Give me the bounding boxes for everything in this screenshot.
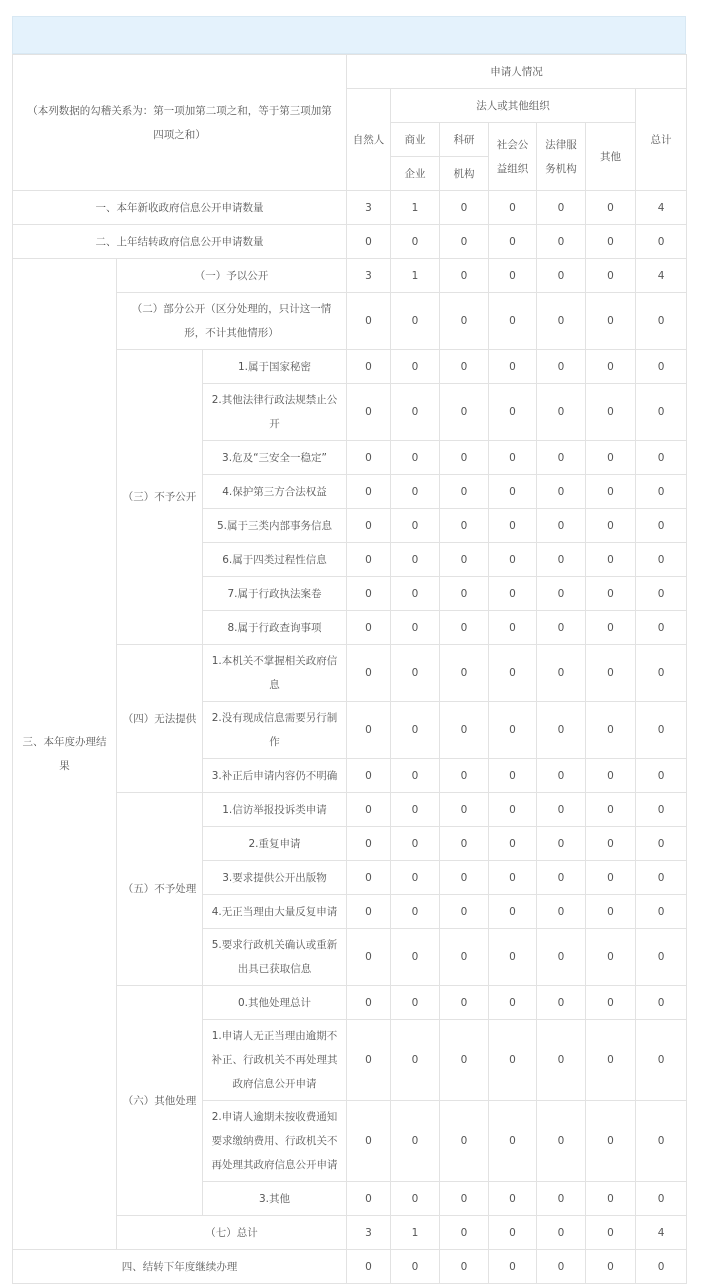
value-cell: 0 xyxy=(489,645,537,702)
value-cell: 0 xyxy=(537,1216,586,1250)
value-cell: 0 xyxy=(489,1101,537,1182)
value-cell: 0 xyxy=(537,861,586,895)
item-label: 1.申请人无正当理由逾期不补正、行政机关不再处理其政府信息公开申请 xyxy=(203,1020,347,1101)
value-cell: 0 xyxy=(636,293,687,350)
value-cell: 0 xyxy=(489,475,537,509)
value-cell: 0 xyxy=(440,702,489,759)
value-cell: 0 xyxy=(347,929,391,986)
item-label: 7.属于行政执法案卷 xyxy=(203,577,347,611)
value-cell: 0 xyxy=(347,986,391,1020)
value-cell: 0 xyxy=(586,191,636,225)
value-cell: 0 xyxy=(440,929,489,986)
value-cell: 0 xyxy=(586,577,636,611)
value-cell: 0 xyxy=(537,929,586,986)
header-natural-person: 自然人 xyxy=(347,89,391,191)
value-cell: 0 xyxy=(537,191,586,225)
value-cell: 0 xyxy=(440,577,489,611)
value-cell: 0 xyxy=(391,293,440,350)
group-label: （一）予以公开 xyxy=(117,259,347,293)
value-cell: 0 xyxy=(440,475,489,509)
value-cell: 0 xyxy=(347,350,391,384)
header-legal-service: 法律服务机构 xyxy=(537,123,586,191)
value-cell: 0 xyxy=(636,895,687,929)
value-cell: 0 xyxy=(489,702,537,759)
value-cell: 0 xyxy=(347,1101,391,1182)
value-cell: 4 xyxy=(636,191,687,225)
row-label: 一、本年新收政府信息公开申请数量 xyxy=(13,191,347,225)
value-cell: 0 xyxy=(537,827,586,861)
value-cell: 0 xyxy=(347,895,391,929)
value-cell: 0 xyxy=(489,259,537,293)
item-label: 8.属于行政查询事项 xyxy=(203,611,347,645)
value-cell: 0 xyxy=(347,293,391,350)
row-label: 四、结转下年度继续办理 xyxy=(13,1250,347,1284)
item-label: 3.补正后申请内容仍不明确 xyxy=(203,759,347,793)
group-label: （六）其他处理 xyxy=(117,986,203,1216)
value-cell: 0 xyxy=(489,509,537,543)
value-cell: 0 xyxy=(537,895,586,929)
header-research: 科研 xyxy=(440,123,489,157)
value-cell: 0 xyxy=(347,441,391,475)
value-cell: 0 xyxy=(537,350,586,384)
value-cell: 0 xyxy=(537,986,586,1020)
value-cell: 0 xyxy=(586,350,636,384)
value-cell: 0 xyxy=(636,577,687,611)
value-cell: 0 xyxy=(636,475,687,509)
value-cell: 0 xyxy=(537,645,586,702)
value-cell: 0 xyxy=(391,509,440,543)
value-cell: 0 xyxy=(489,986,537,1020)
value-cell: 1 xyxy=(391,1216,440,1250)
value-cell: 1 xyxy=(391,191,440,225)
value-cell: 3 xyxy=(347,1216,391,1250)
value-cell: 0 xyxy=(586,827,636,861)
table-title-band xyxy=(12,16,686,54)
value-cell: 0 xyxy=(636,611,687,645)
value-cell: 0 xyxy=(347,861,391,895)
group-label: （二）部分公开（区分处理的，只计这一情形，不计其他情形） xyxy=(117,293,347,350)
value-cell: 0 xyxy=(636,384,687,441)
value-cell: 0 xyxy=(636,441,687,475)
item-label: 1.信访举报投诉类申请 xyxy=(203,793,347,827)
value-cell: 0 xyxy=(489,1216,537,1250)
value-cell: 0 xyxy=(440,861,489,895)
group-label: （四）无法提供 xyxy=(117,645,203,793)
table-row xyxy=(13,225,687,259)
value-cell: 0 xyxy=(586,861,636,895)
value-cell: 0 xyxy=(347,793,391,827)
value-cell: 0 xyxy=(586,793,636,827)
item-label: 3.危及“三安全一稳定” xyxy=(203,441,347,475)
group-label: （五）不予处理 xyxy=(117,793,203,986)
value-cell: 0 xyxy=(537,509,586,543)
value-cell: 0 xyxy=(440,191,489,225)
value-cell: 0 xyxy=(440,895,489,929)
value-cell: 0 xyxy=(636,645,687,702)
header-note: （本列数据的勾稽关系为：第一项加第二项之和，等于第三项加第四项之和） xyxy=(13,55,347,191)
value-cell: 0 xyxy=(586,293,636,350)
value-cell: 0 xyxy=(489,350,537,384)
value-cell: 0 xyxy=(347,543,391,577)
item-label: 2.没有现成信息需要另行制作 xyxy=(203,702,347,759)
value-cell: 0 xyxy=(537,259,586,293)
value-cell: 0 xyxy=(391,986,440,1020)
report-container xyxy=(12,16,686,1284)
value-cell: 0 xyxy=(489,611,537,645)
value-cell: 0 xyxy=(440,1020,489,1101)
value-cell: 0 xyxy=(391,475,440,509)
item-label: 3.要求提供公开出版物 xyxy=(203,861,347,895)
value-cell: 0 xyxy=(586,384,636,441)
value-cell: 0 xyxy=(391,645,440,702)
value-cell: 0 xyxy=(440,384,489,441)
value-cell: 0 xyxy=(586,1101,636,1182)
table-row xyxy=(13,1250,687,1284)
value-cell: 0 xyxy=(347,1020,391,1101)
value-cell: 0 xyxy=(537,793,586,827)
group-label: （七）总计 xyxy=(117,1216,347,1250)
value-cell: 0 xyxy=(347,759,391,793)
value-cell: 0 xyxy=(391,225,440,259)
value-cell: 0 xyxy=(391,827,440,861)
value-cell: 0 xyxy=(586,259,636,293)
value-cell: 0 xyxy=(347,1182,391,1216)
value-cell: 0 xyxy=(586,543,636,577)
value-cell: 0 xyxy=(636,861,687,895)
value-cell: 0 xyxy=(489,827,537,861)
value-cell: 0 xyxy=(391,350,440,384)
value-cell: 0 xyxy=(489,441,537,475)
header-commercial: 商业 xyxy=(391,123,440,157)
value-cell: 0 xyxy=(440,1250,489,1284)
value-cell: 0 xyxy=(537,475,586,509)
value-cell: 0 xyxy=(537,384,586,441)
value-cell: 0 xyxy=(440,350,489,384)
value-cell: 0 xyxy=(391,793,440,827)
value-cell: 0 xyxy=(586,1216,636,1250)
header-legal-group: 法人或其他组织 xyxy=(391,89,636,123)
value-cell: 4 xyxy=(636,1216,687,1250)
item-label: 0.其他处理总计 xyxy=(203,986,347,1020)
value-cell: 4 xyxy=(636,259,687,293)
value-cell: 0 xyxy=(347,827,391,861)
value-cell: 0 xyxy=(391,1182,440,1216)
value-cell: 0 xyxy=(586,929,636,986)
value-cell: 0 xyxy=(489,1250,537,1284)
value-cell: 0 xyxy=(391,895,440,929)
header-social: 社会公益组织 xyxy=(489,123,537,191)
header-other: 其他 xyxy=(586,123,636,191)
value-cell: 0 xyxy=(440,1182,489,1216)
value-cell: 0 xyxy=(537,611,586,645)
value-cell: 0 xyxy=(347,645,391,702)
value-cell: 0 xyxy=(347,702,391,759)
value-cell: 0 xyxy=(537,1020,586,1101)
value-cell: 0 xyxy=(440,827,489,861)
value-cell: 0 xyxy=(537,543,586,577)
value-cell: 0 xyxy=(636,1250,687,1284)
value-cell: 0 xyxy=(391,1101,440,1182)
item-label: 6.属于四类过程性信息 xyxy=(203,543,347,577)
value-cell: 0 xyxy=(347,509,391,543)
item-label: 5.要求行政机关确认或重新出具已获取信息 xyxy=(203,929,347,986)
value-cell: 0 xyxy=(489,895,537,929)
statistics-table xyxy=(12,54,687,1284)
value-cell: 0 xyxy=(586,1250,636,1284)
value-cell: 0 xyxy=(636,929,687,986)
value-cell: 0 xyxy=(347,611,391,645)
value-cell: 0 xyxy=(391,929,440,986)
value-cell: 0 xyxy=(636,702,687,759)
item-label: 2.重复申请 xyxy=(203,827,347,861)
value-cell: 0 xyxy=(636,827,687,861)
value-cell: 0 xyxy=(586,611,636,645)
header-total: 总计 xyxy=(636,89,687,191)
header-research-2: 机构 xyxy=(440,157,489,191)
row-label: 二、上年结转政府信息公开申请数量 xyxy=(13,225,347,259)
value-cell: 0 xyxy=(391,441,440,475)
value-cell: 0 xyxy=(537,1182,586,1216)
value-cell: 0 xyxy=(440,225,489,259)
value-cell: 0 xyxy=(586,1020,636,1101)
value-cell: 0 xyxy=(391,577,440,611)
value-cell: 0 xyxy=(391,543,440,577)
value-cell: 0 xyxy=(489,1182,537,1216)
value-cell: 3 xyxy=(347,191,391,225)
value-cell: 0 xyxy=(440,543,489,577)
item-label: 2.其他法律行政法规禁止公开 xyxy=(203,384,347,441)
value-cell: 0 xyxy=(537,1101,586,1182)
value-cell: 0 xyxy=(347,475,391,509)
value-cell: 0 xyxy=(489,543,537,577)
value-cell: 0 xyxy=(440,793,489,827)
value-cell: 0 xyxy=(537,441,586,475)
value-cell: 0 xyxy=(636,1182,687,1216)
header-commercial-2: 企业 xyxy=(391,157,440,191)
value-cell: 0 xyxy=(489,384,537,441)
value-cell: 0 xyxy=(440,293,489,350)
item-label: 4.无正当理由大量反复申请 xyxy=(203,895,347,929)
value-cell: 0 xyxy=(440,759,489,793)
value-cell: 0 xyxy=(440,441,489,475)
value-cell: 0 xyxy=(391,759,440,793)
value-cell: 0 xyxy=(537,759,586,793)
value-cell: 0 xyxy=(391,1020,440,1101)
value-cell: 0 xyxy=(440,1216,489,1250)
value-cell: 0 xyxy=(636,350,687,384)
header-applicant: 申请人情况 xyxy=(347,55,687,89)
value-cell: 0 xyxy=(586,475,636,509)
value-cell: 0 xyxy=(537,225,586,259)
value-cell: 0 xyxy=(347,225,391,259)
value-cell: 0 xyxy=(586,759,636,793)
value-cell: 0 xyxy=(489,759,537,793)
table-row xyxy=(13,259,687,293)
value-cell: 0 xyxy=(586,509,636,543)
section-label: 三、本年度办理结果 xyxy=(13,259,117,1250)
value-cell: 0 xyxy=(537,577,586,611)
value-cell: 0 xyxy=(586,986,636,1020)
value-cell: 0 xyxy=(391,1250,440,1284)
value-cell: 0 xyxy=(636,1101,687,1182)
value-cell: 0 xyxy=(489,861,537,895)
value-cell: 0 xyxy=(636,759,687,793)
value-cell: 0 xyxy=(636,509,687,543)
value-cell: 0 xyxy=(440,611,489,645)
value-cell: 0 xyxy=(489,1020,537,1101)
value-cell: 0 xyxy=(489,577,537,611)
item-label: 3.其他 xyxy=(203,1182,347,1216)
value-cell: 0 xyxy=(586,225,636,259)
value-cell: 0 xyxy=(537,1250,586,1284)
value-cell: 0 xyxy=(347,384,391,441)
value-cell: 0 xyxy=(489,929,537,986)
item-label: 1.本机关不掌握相关政府信息 xyxy=(203,645,347,702)
value-cell: 0 xyxy=(391,611,440,645)
value-cell: 0 xyxy=(636,793,687,827)
value-cell: 0 xyxy=(440,509,489,543)
value-cell: 3 xyxy=(347,259,391,293)
value-cell: 0 xyxy=(440,645,489,702)
value-cell: 0 xyxy=(489,225,537,259)
item-label: 2.申请人逾期未按收费通知要求缴纳费用、行政机关不再处理其政府信息公开申请 xyxy=(203,1101,347,1182)
value-cell: 0 xyxy=(586,702,636,759)
value-cell: 0 xyxy=(586,895,636,929)
value-cell: 0 xyxy=(537,702,586,759)
value-cell: 0 xyxy=(586,645,636,702)
value-cell: 0 xyxy=(391,384,440,441)
item-label: 5.属于三类内部事务信息 xyxy=(203,509,347,543)
value-cell: 0 xyxy=(636,225,687,259)
item-label: 1.属于国家秘密 xyxy=(203,350,347,384)
value-cell: 0 xyxy=(440,1101,489,1182)
value-cell: 0 xyxy=(440,986,489,1020)
value-cell: 1 xyxy=(391,259,440,293)
table-body xyxy=(13,191,687,1284)
value-cell: 0 xyxy=(489,293,537,350)
value-cell: 0 xyxy=(391,861,440,895)
value-cell: 0 xyxy=(636,986,687,1020)
value-cell: 0 xyxy=(586,441,636,475)
value-cell: 0 xyxy=(636,1020,687,1101)
value-cell: 0 xyxy=(391,702,440,759)
item-label: 4.保护第三方合法权益 xyxy=(203,475,347,509)
value-cell: 0 xyxy=(537,293,586,350)
table-row xyxy=(13,191,687,225)
value-cell: 0 xyxy=(489,793,537,827)
value-cell: 0 xyxy=(636,543,687,577)
group-label: （三）不予公开 xyxy=(117,350,203,645)
value-cell: 0 xyxy=(586,1182,636,1216)
value-cell: 0 xyxy=(489,191,537,225)
value-cell: 0 xyxy=(347,1250,391,1284)
value-cell: 0 xyxy=(347,577,391,611)
value-cell: 0 xyxy=(440,259,489,293)
